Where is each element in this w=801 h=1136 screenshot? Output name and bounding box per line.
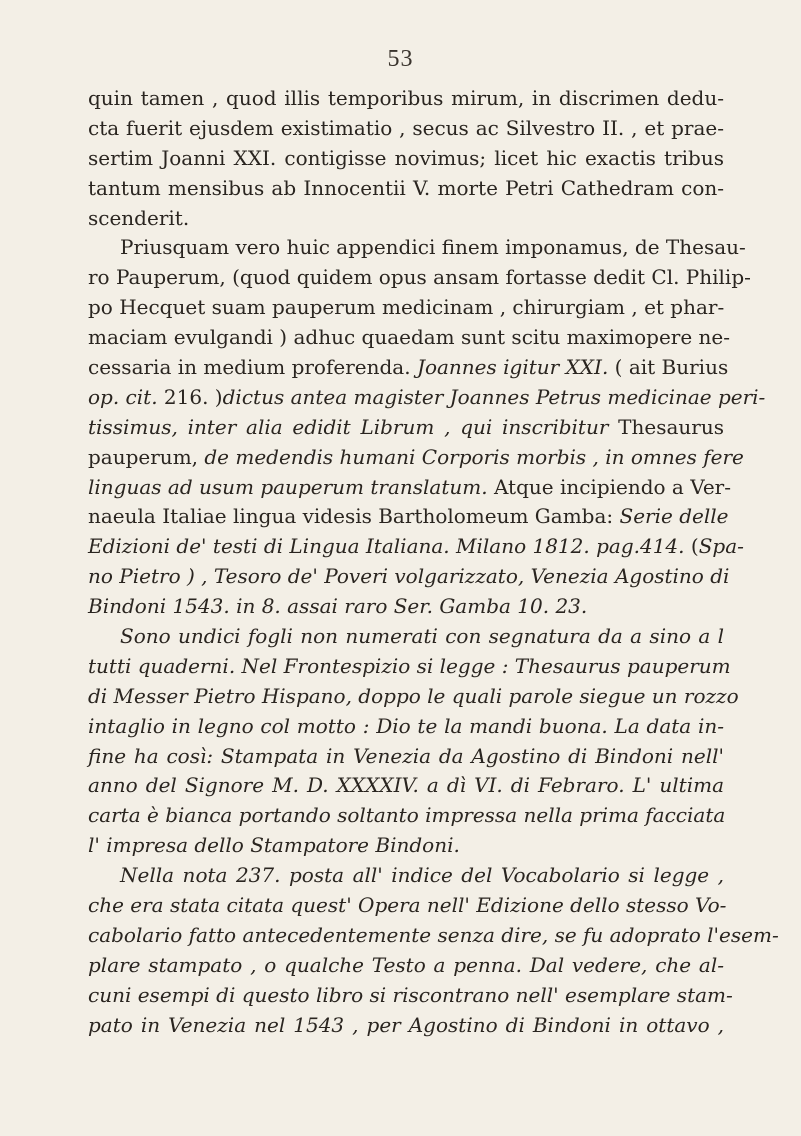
text-segment: 216. )	[163, 384, 223, 409]
text-segment: Thesaurus	[618, 414, 724, 439]
text-segment: pauperum,	[88, 444, 199, 469]
text-line: plare stampato , o qualche Testo a penna. Dal vedere, che al-	[88, 952, 724, 977]
text-line: cabolario fatto antecedentemente senza dire, se fu adoprato l'esem-	[88, 922, 779, 947]
text-segment: Atque incipiendo a Ver-	[493, 474, 731, 499]
text-segment: (	[690, 534, 699, 559]
text-line: tantum mensibus ab Innocentii V. morte Petri Cathedram con-	[88, 175, 724, 200]
text-segment: ( ait Burius	[614, 355, 729, 380]
text-segment: linguas ad usum pauperum translatum.	[88, 474, 488, 499]
page-number: 53	[387, 46, 414, 72]
text-line: carta è bianca portando soltanto impressa nella prima facciata	[88, 803, 726, 828]
text-line	[88, 353, 729, 383]
text-segment: Serie delle	[619, 504, 729, 529]
text-line: po Hecquet suam pauperum medicinam , chirurgiam , et phar-	[88, 295, 725, 320]
text-line: no Pietro ) , Tesoro de' Poveri volgarizzato, Venezia Agostino di	[88, 564, 730, 589]
text-line: Sono undici fogli non numerati con segnatura da a sino a l	[120, 624, 724, 649]
text-segment: de medendis humani Corporis morbis , in omnes fere	[204, 444, 744, 469]
text-segment: Joannes igitur XXI.	[416, 355, 609, 380]
text-segment: cessaria in medium proferenda.	[88, 355, 411, 380]
text-line: che era stata citata quest' Opera nell' Edizione dello stesso Vo-	[88, 893, 727, 918]
text-line: intaglio in legno col motto : Dio te la mandi buona. La data in-	[88, 713, 724, 738]
text-line: quin tamen , quod illis temporibus mirum, in discrimen dedu-	[88, 86, 724, 110]
text-line	[88, 532, 744, 562]
text-line: Nella nota 237. posta all' indice del Vocabolario si legge ,	[120, 863, 724, 888]
text-line: fine ha così: Stampata in Venezia da Agostino di Bindoni nell'	[88, 743, 724, 768]
text-line	[88, 413, 724, 443]
text-segment: , inter alia edidit Librum , qui inscribitur	[171, 414, 609, 439]
text-line: cta fuerit ejusdem existimatio , secus ac Silvestro II. , et prae-	[88, 115, 724, 140]
text-line: Priusquam vero huic appendici finem imponamus, de Thesau-	[120, 235, 746, 260]
text-line: pato in Venezia nel 1543 , per Agostino di Bindoni in ottavo ,	[88, 1012, 724, 1037]
text-segment: op. cit.	[88, 384, 158, 409]
text-line: sertim Joanni XXI. contigisse novimus; licet hic exactis tribus	[88, 145, 724, 170]
text-segment: Edizioni de' testi di Lingua Italiana. Milano 1812. pag.414.	[88, 534, 685, 559]
text-segment: tissimus	[88, 414, 172, 439]
text-line: tutti quaderni. Nel Frontespizio si legge : Thesaurus pauperum	[88, 653, 731, 678]
text-line: anno del Signore M. D. XXXXIV. a dì VI. di Febraro. L' ultima	[88, 773, 724, 798]
text-line	[88, 383, 766, 413]
text-segment: dictus antea magister Joannes Petrus medicinae peri-	[222, 384, 766, 409]
text-segment: Spa-	[698, 534, 744, 559]
text-line	[88, 473, 731, 503]
text-line: maciam evulgandi ) adhuc quaedam sunt scitu maximopere ne-	[88, 325, 731, 350]
text-line	[88, 502, 729, 532]
text-line: Bindoni 1543. in 8. assai raro Ser. Gamba 10. 23.	[88, 594, 588, 619]
text-line: ro Pauperum, (quod quidem opus ansam fortasse dedit Cl. Philip-	[88, 265, 751, 290]
text-line: l' impresa dello Stampatore Bindoni.	[88, 833, 460, 858]
text-line	[88, 443, 744, 473]
text-segment: naeula Italiae lingua videsis Bartholomeum Gamba:	[88, 504, 614, 529]
text-line: di Messer Pietro Hispano, doppo le quali parole siegue un rozzo	[88, 683, 739, 708]
body-text	[88, 84, 779, 1041]
text-line: cuni esempi di questo libro si riscontrano nell' esemplare stam-	[88, 982, 733, 1007]
text-line: scenderit.	[88, 205, 190, 230]
